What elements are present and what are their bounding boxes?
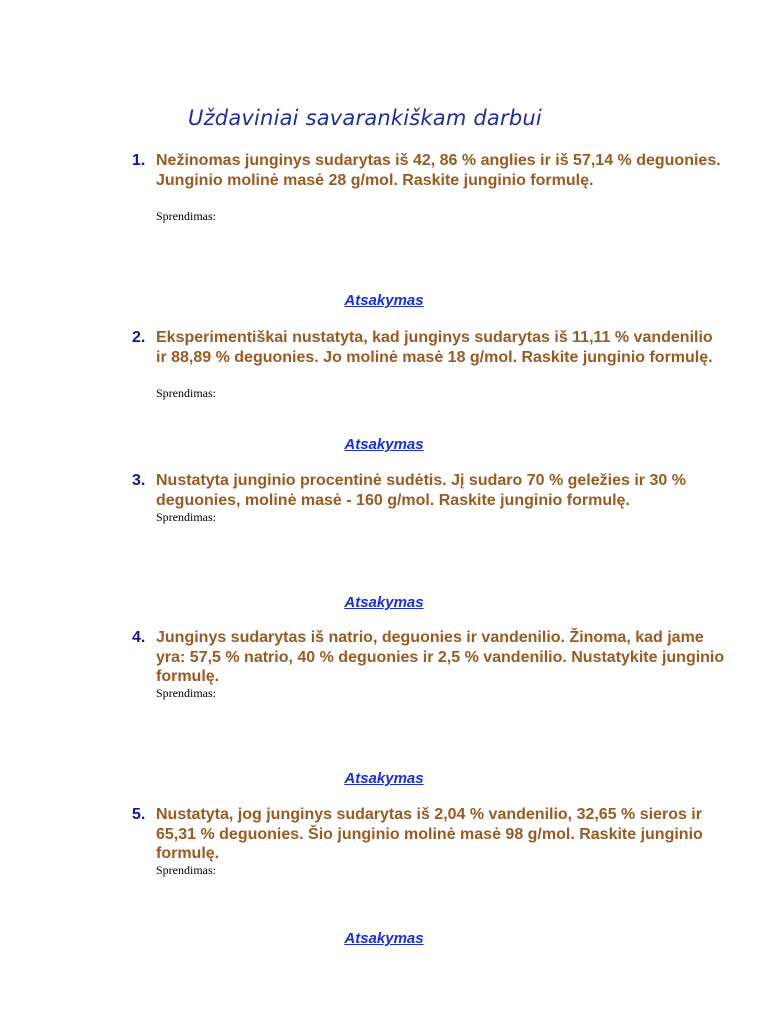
solution-label: Sprendimas: [156, 863, 216, 877]
task-number: 5. [132, 806, 146, 823]
solution-label: Sprendimas: [156, 686, 216, 700]
answer-link-4[interactable]: Atsakymas [344, 770, 424, 787]
page-title: Uždaviniai savarankiškam darbui [188, 106, 542, 130]
task-number: 1. [132, 152, 146, 169]
answer-link-3[interactable]: Atsakymas [344, 594, 424, 611]
solution-label: Sprendimas: [156, 209, 216, 223]
task-text: Junginys sudarytas iš natrio, deguonies ir vandenilio. Žinoma, kad jame yra: 57,5 % natrio, 40 % deguonies ir 2,5 % vandenilio. Nustatykite junginio formulę. [156, 629, 725, 685]
task-number: 2. [132, 329, 146, 346]
task-number: 4. [132, 629, 146, 646]
answer-link-1[interactable]: Atsakymas [344, 292, 424, 309]
solution-label: Sprendimas: [156, 510, 216, 524]
task-text: Nustatyta junginio procentinė sudėtis. Jį sudaro 70 % geležies ir 30 % deguonies, molinė masė - 160 g/mol. Raskite junginio formulę. [156, 472, 686, 509]
task-number: 3. [132, 472, 146, 489]
task-text: Nustatyta, jog junginys sudarytas iš 2,04 % vandenilio, 32,65 % sieros ir 65,31 % deguonies. Šio junginio molinė masė 98 g/mol. Raskite junginio formulę. [156, 806, 703, 862]
answer-link-2[interactable]: Atsakymas [344, 436, 424, 453]
solution-label: Sprendimas: [156, 386, 216, 400]
task-text: Nežinomas junginys sudarytas iš 42, 86 % anglies ir iš 57,14 % deguonies. Junginio molinė masė 28 g/mol. Raskite junginio formulę. [156, 152, 721, 189]
answer-link-5[interactable]: Atsakymas [344, 930, 424, 947]
task-text: Eksperimentiškai nustatyta, kad junginys sudarytas iš 11,11 % vandenilio ir 88,89 % deguonies. Jo molinė masė 18 g/mol. Raskite junginio formulę. [156, 329, 713, 366]
